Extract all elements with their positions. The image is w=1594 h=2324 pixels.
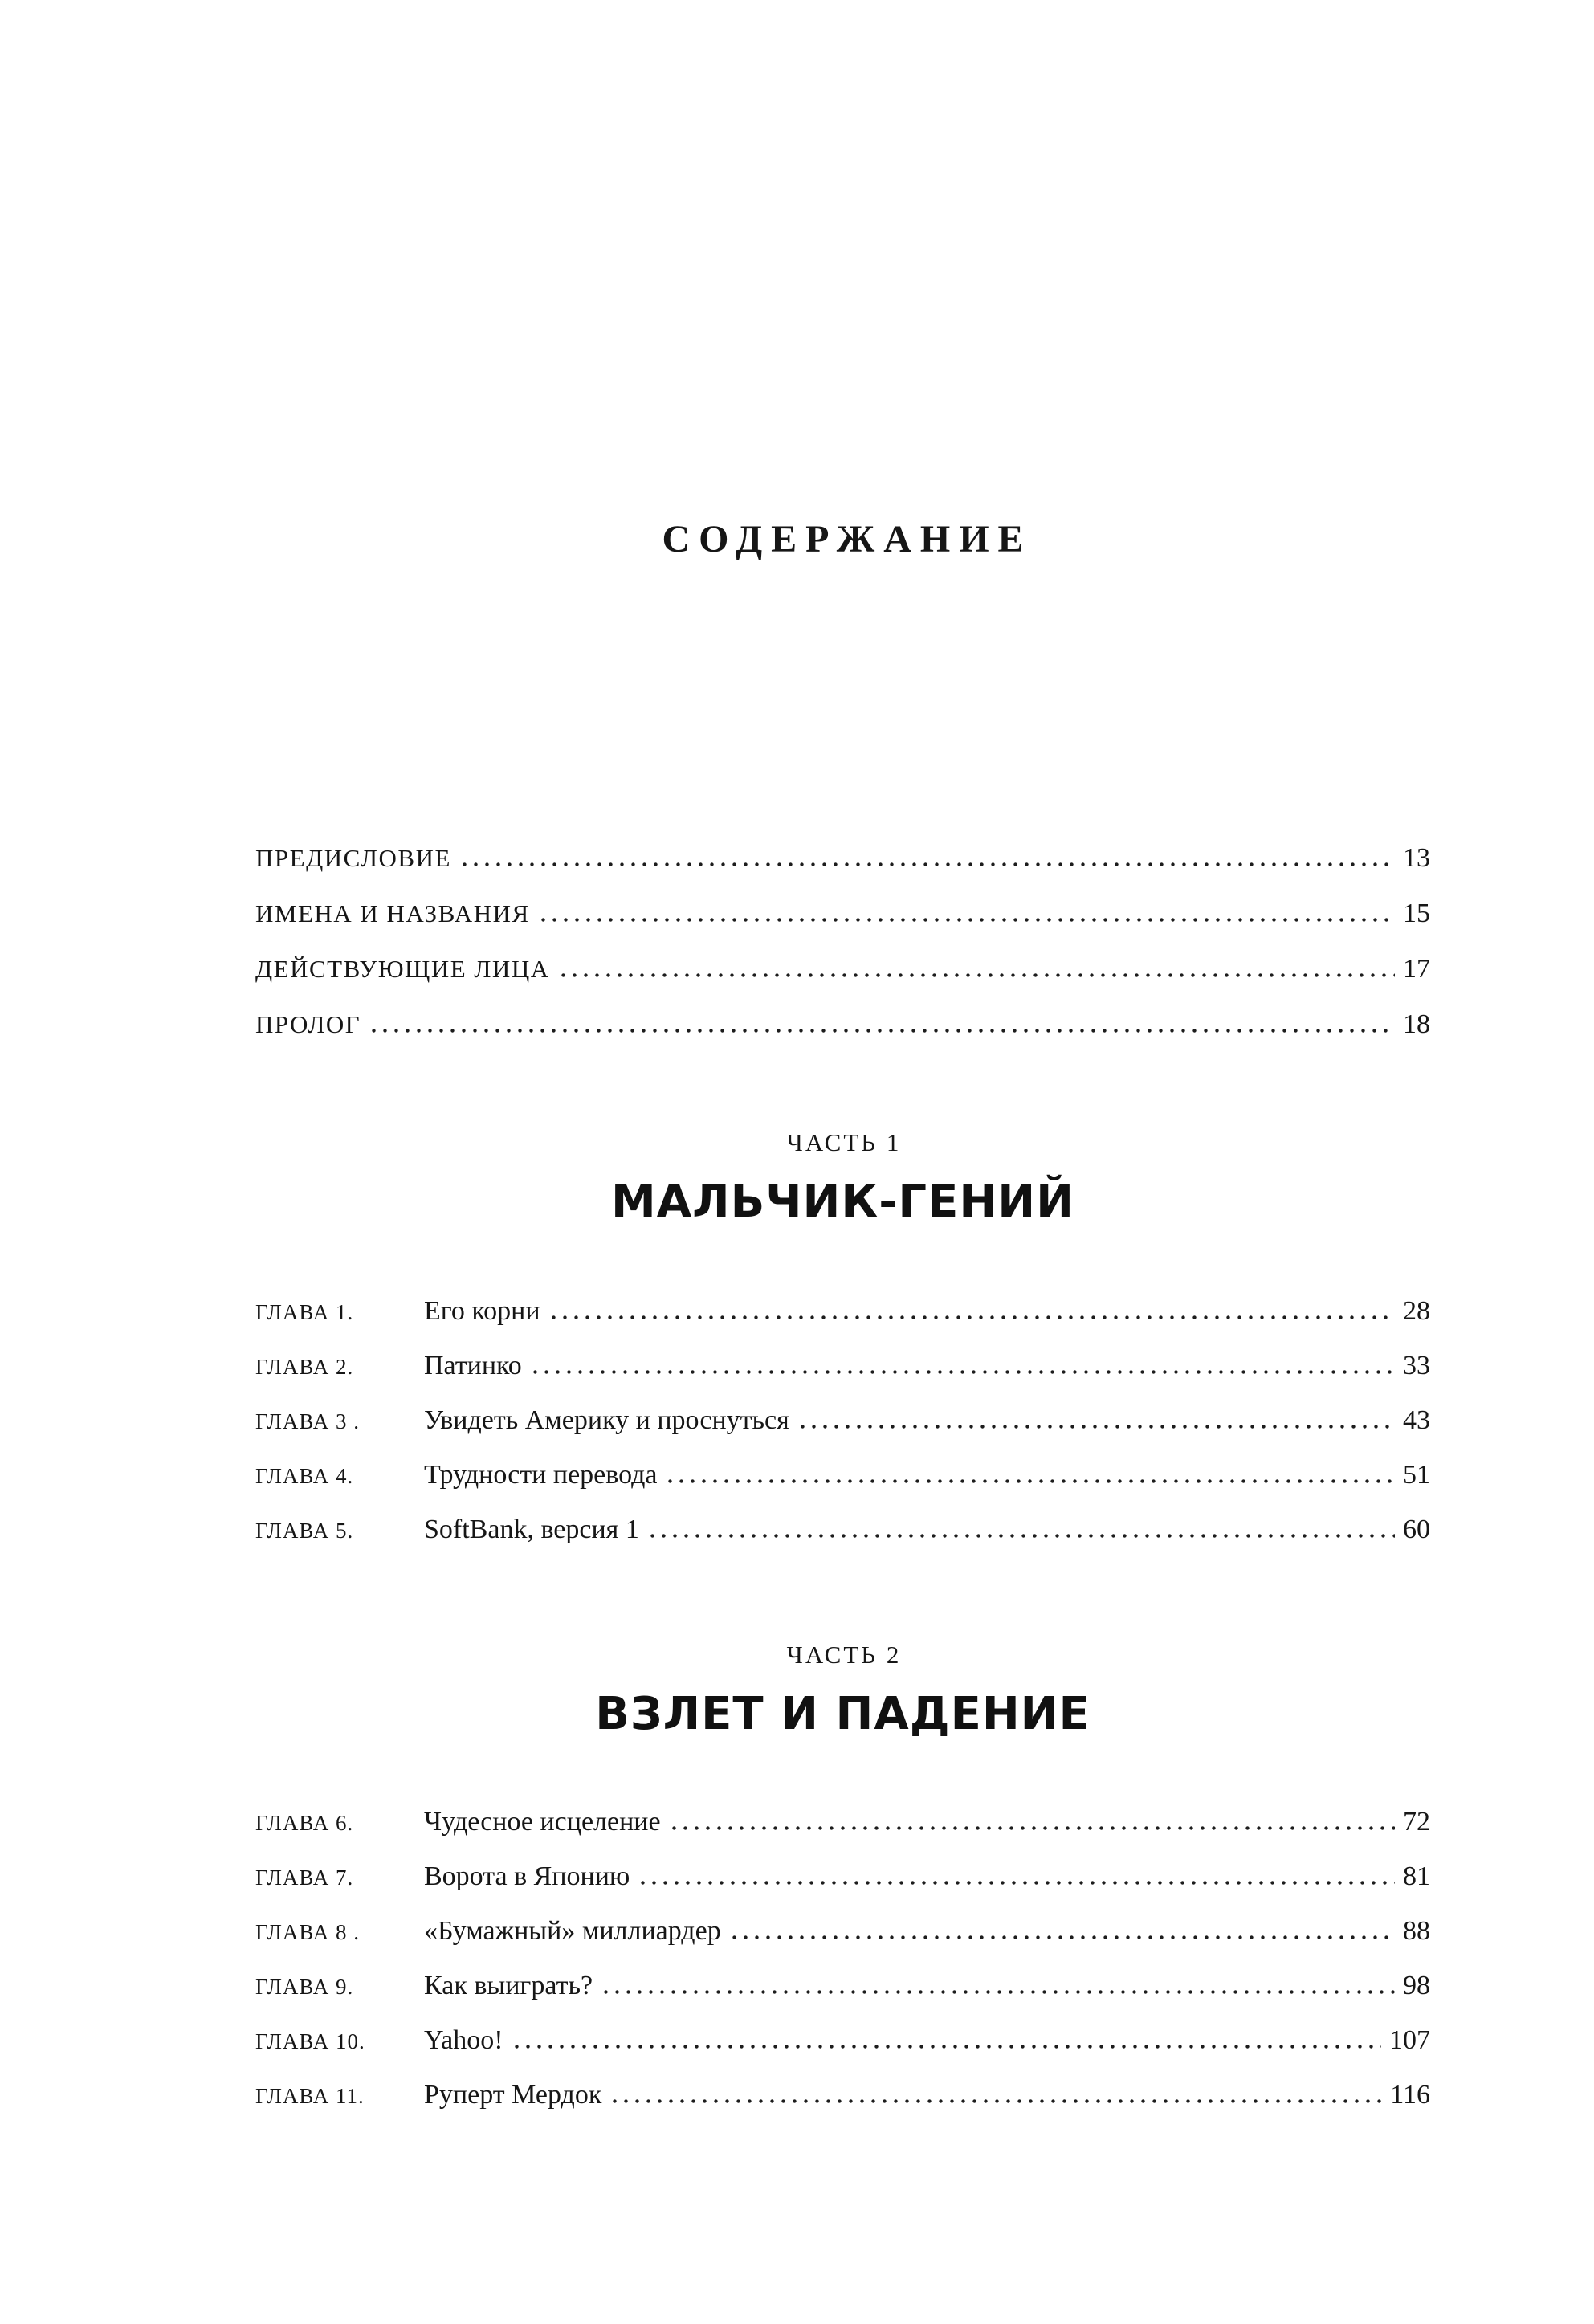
- chapter-label: ГЛАВА 1.: [255, 1300, 354, 1324]
- chapter-label: ГЛАВА 9.: [255, 1975, 354, 1999]
- dot-leader: [732, 1935, 1395, 1939]
- dot-leader: [613, 2099, 1382, 2103]
- chapter-label: ГЛАВА 10.: [255, 2029, 365, 2053]
- chapter-label: ГЛАВА 6.: [255, 1811, 354, 1835]
- entry-label: ИМЕНА И НАЗВАНИЯ: [255, 899, 530, 928]
- dot-leader: [533, 1370, 1395, 1374]
- chapter-title: «Бумажный» миллиардер: [424, 1916, 721, 1946]
- toc-entry-chapter-4: [255, 1458, 1430, 1492]
- chapter-title: Yahoo!: [424, 2025, 503, 2055]
- chapter-title: Как выиграть?: [424, 1971, 593, 2000]
- toc-entry-chapter-7: [255, 1860, 1430, 1894]
- chapter-label: ГЛАВА 3 .: [255, 1409, 360, 1433]
- chapter-title: Чудесное исцеление: [424, 1807, 661, 1837]
- toc-entry-chapter-9: [255, 1969, 1430, 2003]
- page-number: 72: [1403, 1807, 1430, 1837]
- chapter-title: Патинко: [424, 1351, 522, 1380]
- dot-leader: [672, 1826, 1395, 1830]
- page-number: 88: [1403, 1916, 1430, 1946]
- page-number: 33: [1403, 1351, 1430, 1380]
- chapter-title: Его корни: [424, 1296, 540, 1326]
- chapter-label: ГЛАВА 7.: [255, 1865, 354, 1890]
- page-number: 116: [1390, 2080, 1430, 2110]
- chapter-title: Ворота в Японию: [424, 1861, 630, 1891]
- page-number: 13: [1403, 843, 1430, 873]
- page-title: СОДЕРЖАНИЕ: [662, 518, 1033, 561]
- part-2-title: ВЗЛЕТ И ПАДЕНИЕ: [595, 1688, 1091, 1740]
- chapter-title: SoftBank, версия 1: [424, 1515, 639, 1544]
- entry-label: ПРЕДИСЛОВИЕ: [255, 844, 451, 872]
- page-number: 81: [1403, 1861, 1430, 1891]
- front-matter-list: [255, 842, 1430, 1063]
- dot-leader: [541, 918, 1395, 922]
- chapter-label: ГЛАВА 2.: [255, 1355, 354, 1379]
- dot-leader: [372, 1029, 1395, 1033]
- page-number: 43: [1403, 1405, 1430, 1435]
- chapter-label: ГЛАВА 5.: [255, 1519, 354, 1543]
- dot-leader: [463, 862, 1395, 866]
- part-2-chapter-list: [255, 1805, 1430, 2133]
- toc-entry-chapter-2: [255, 1349, 1430, 1383]
- toc-entry-chapter-11: [255, 2078, 1430, 2112]
- page-number: 107: [1389, 2025, 1430, 2055]
- part-1-heading: [255, 1127, 1430, 1227]
- toc-entry-chapter-1: [255, 1295, 1430, 1328]
- page-number: 18: [1403, 1009, 1430, 1039]
- entry-label: ДЕЙСТВУЮЩИЕ ЛИЦА: [255, 955, 550, 983]
- toc-entry-chapter-10: [255, 2024, 1430, 2057]
- page-number: 28: [1403, 1296, 1430, 1326]
- chapter-label: ГЛАВА 4.: [255, 1464, 354, 1488]
- chapter-title: Руперт Мердок: [424, 2080, 602, 2110]
- part-1-kicker: ЧАСТЬ 1: [786, 1128, 902, 1156]
- toc-entry-chapter-3: [255, 1404, 1430, 1437]
- page-number: 15: [1403, 899, 1430, 928]
- toc-entry-chapter-5: [255, 1513, 1430, 1547]
- dot-leader: [801, 1425, 1395, 1429]
- page-number: 60: [1403, 1515, 1430, 1544]
- part-1-title: МАЛЬЧИК-ГЕНИЙ: [611, 1176, 1074, 1228]
- chapter-title: Трудности перевода: [424, 1460, 658, 1490]
- part-2-kicker: ЧАСТЬ 2: [786, 1641, 902, 1669]
- part-2-heading: [255, 1640, 1430, 1739]
- chapter-label: ГЛАВА 11.: [255, 2084, 365, 2108]
- entry-label: ПРОЛОГ: [255, 1010, 361, 1038]
- dot-leader: [515, 2045, 1381, 2049]
- dot-leader: [668, 1479, 1395, 1483]
- toc-entry-prologue: [255, 1008, 1430, 1042]
- dot-leader: [561, 973, 1395, 977]
- part-1-chapter-list: [255, 1295, 1430, 1568]
- dot-leader: [650, 1534, 1395, 1538]
- toc-entry-chapter-8: [255, 1914, 1430, 1948]
- toc-entry-chapter-6: [255, 1805, 1430, 1839]
- page-number: 17: [1403, 954, 1430, 984]
- dot-leader: [604, 1990, 1395, 1994]
- toc-entry-preface: [255, 842, 1430, 875]
- toc-entry-names: [255, 897, 1430, 931]
- toc-entry-cast: [255, 952, 1430, 986]
- page-number: 98: [1403, 1971, 1430, 2000]
- chapter-title: Увидеть Америку и проснуться: [424, 1405, 789, 1435]
- dot-leader: [641, 1881, 1395, 1885]
- page-number: 51: [1403, 1460, 1430, 1490]
- dot-leader: [552, 1315, 1395, 1319]
- chapter-label: ГЛАВА 8 .: [255, 1920, 360, 1944]
